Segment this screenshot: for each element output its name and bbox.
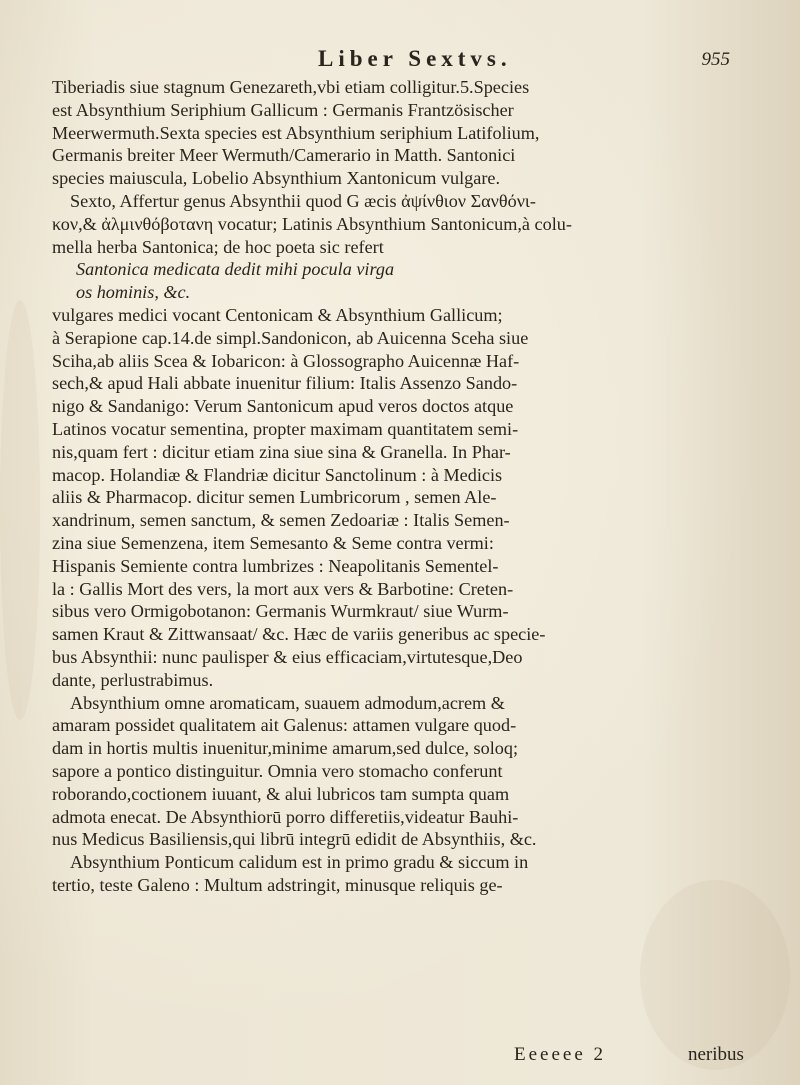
paper-stain [0, 300, 40, 720]
text-line: Hispanis Semiente contra lumbrizes : Neapolitanis Sementel- [52, 555, 499, 576]
text-line: sapore a pontico distinguitur. Omnia vero stomacho conferunt [52, 760, 503, 781]
running-head: Liber Sextvs. [318, 46, 512, 71]
text-line: κον,& ἀλμινθόβοτανη vocatur; Latinis Absynthium Santonicum,à colu- [52, 213, 572, 234]
text-line: bus Absynthii: nunc paulisper & eius efficaciam,virtutesque,Deo [52, 646, 523, 667]
text-line: aliis & Pharmacop. dicitur semen Lumbricorum , semen Ale- [52, 487, 497, 508]
text-line: Meerwermuth.Sexta species est Absynthium seriphium Latifolium, [52, 122, 540, 143]
signature-mark: Eeeeee 2 [514, 1044, 607, 1065]
text-line: roborando,coctionem iuuant, & alui lubricos tam sumpta quam [52, 783, 510, 804]
text-line: dam in hortis multis inuenitur,minime amarum,sed dulce, soloq; [52, 738, 519, 759]
text-line: Absynthium omne aromaticam, suauem admodum,acrem & [70, 692, 505, 713]
catchword: neribus [688, 1044, 744, 1065]
text-line: vulgares medici vocant Centonicam & Absynthium Gallicum; [52, 304, 503, 325]
text-line: la : Gallis Mort des vers, la mort aux vers & Barbotine: Creten- [52, 578, 514, 599]
text-line: nus Medicus Basiliensis,qui librū integrū edidit de Absynthiis, &c. [52, 829, 537, 850]
verse-line: Santonica medicata dedit mihi pocula virga [76, 259, 395, 280]
text-line: sech,& apud Hali abbate inuenitur filium: Italis Assenzo Sando- [52, 373, 518, 394]
verse-line: os hominis, &c. [76, 282, 191, 303]
page-footer [0, 1044, 800, 1070]
body-text [52, 76, 772, 897]
text-line: Sexto, Affertur genus Absynthii quod G æcis ἀψίνθιον Σανθόνι- [70, 190, 536, 211]
text-line: Germanis breiter Meer Wermuth/Camerario in Matth. Santonici [52, 145, 516, 166]
text-line: mella herba Santonica; de hoc poeta sic refert [52, 236, 384, 257]
text-line: samen Kraut & Zittwansaat/ &c. Hæc de variis generibus ac specie- [52, 624, 546, 645]
text-line: Absynthium Ponticum calidum est in primo gradu & siccum in [70, 852, 529, 873]
text-line: amaram possidet qualitatem ait Galenus: attamen vulgare quod- [52, 715, 517, 736]
text-line: Latinos vocatur sementina, propter maximam quantitatem semi- [52, 418, 519, 439]
text-line: à Serapione cap.14.de simpl.Sandonicon, ab Auicenna Sceha siue [52, 327, 529, 348]
text-line: sibus vero Ormigobotanon: Germanis Wurmkraut/ siue Wurm- [52, 601, 509, 622]
text-line: nigo & Sandanigo: Verum Santonicum apud veros doctos atque [52, 396, 514, 417]
text-line: tertio, teste Galeno : Multum adstringit, minusque reliquis ge- [52, 874, 503, 895]
text-line: dante, perlustrabimus. [52, 669, 214, 690]
text-line: admota enecat. De Absynthiorū porro differetiis,videatur Bauhi- [52, 806, 519, 827]
text-line: Sciha,ab aliis Scea & Iobaricon: à Glossographo Auicennæ Haf- [52, 350, 520, 371]
text-line: xandrinum, semen sanctum, & semen Zedoariæ : Italis Semen- [52, 510, 510, 531]
page-number: 955 [701, 49, 730, 70]
text-line: macop. Holandiæ & Flandriæ dicitur Sanctolinum : à Medicis [52, 464, 503, 485]
text-line: est Absynthium Seriphium Gallicum : Germanis Frantzösischer [52, 99, 514, 120]
text-line: species maiuscula, Lobelio Absynthium Xantonicum vulgare. [52, 168, 501, 189]
text-line: nis,quam fert : dicitur etiam zina siue sina & Granella. In Phar- [52, 441, 511, 462]
text-line: zina siue Semenzena, item Semesanto & Seme contra vermi: [52, 532, 494, 553]
text-line: Tiberiadis siue stagnum Genezareth,vbi etiam colligitur.5.Species [52, 77, 530, 97]
paper-stain [640, 880, 790, 1070]
